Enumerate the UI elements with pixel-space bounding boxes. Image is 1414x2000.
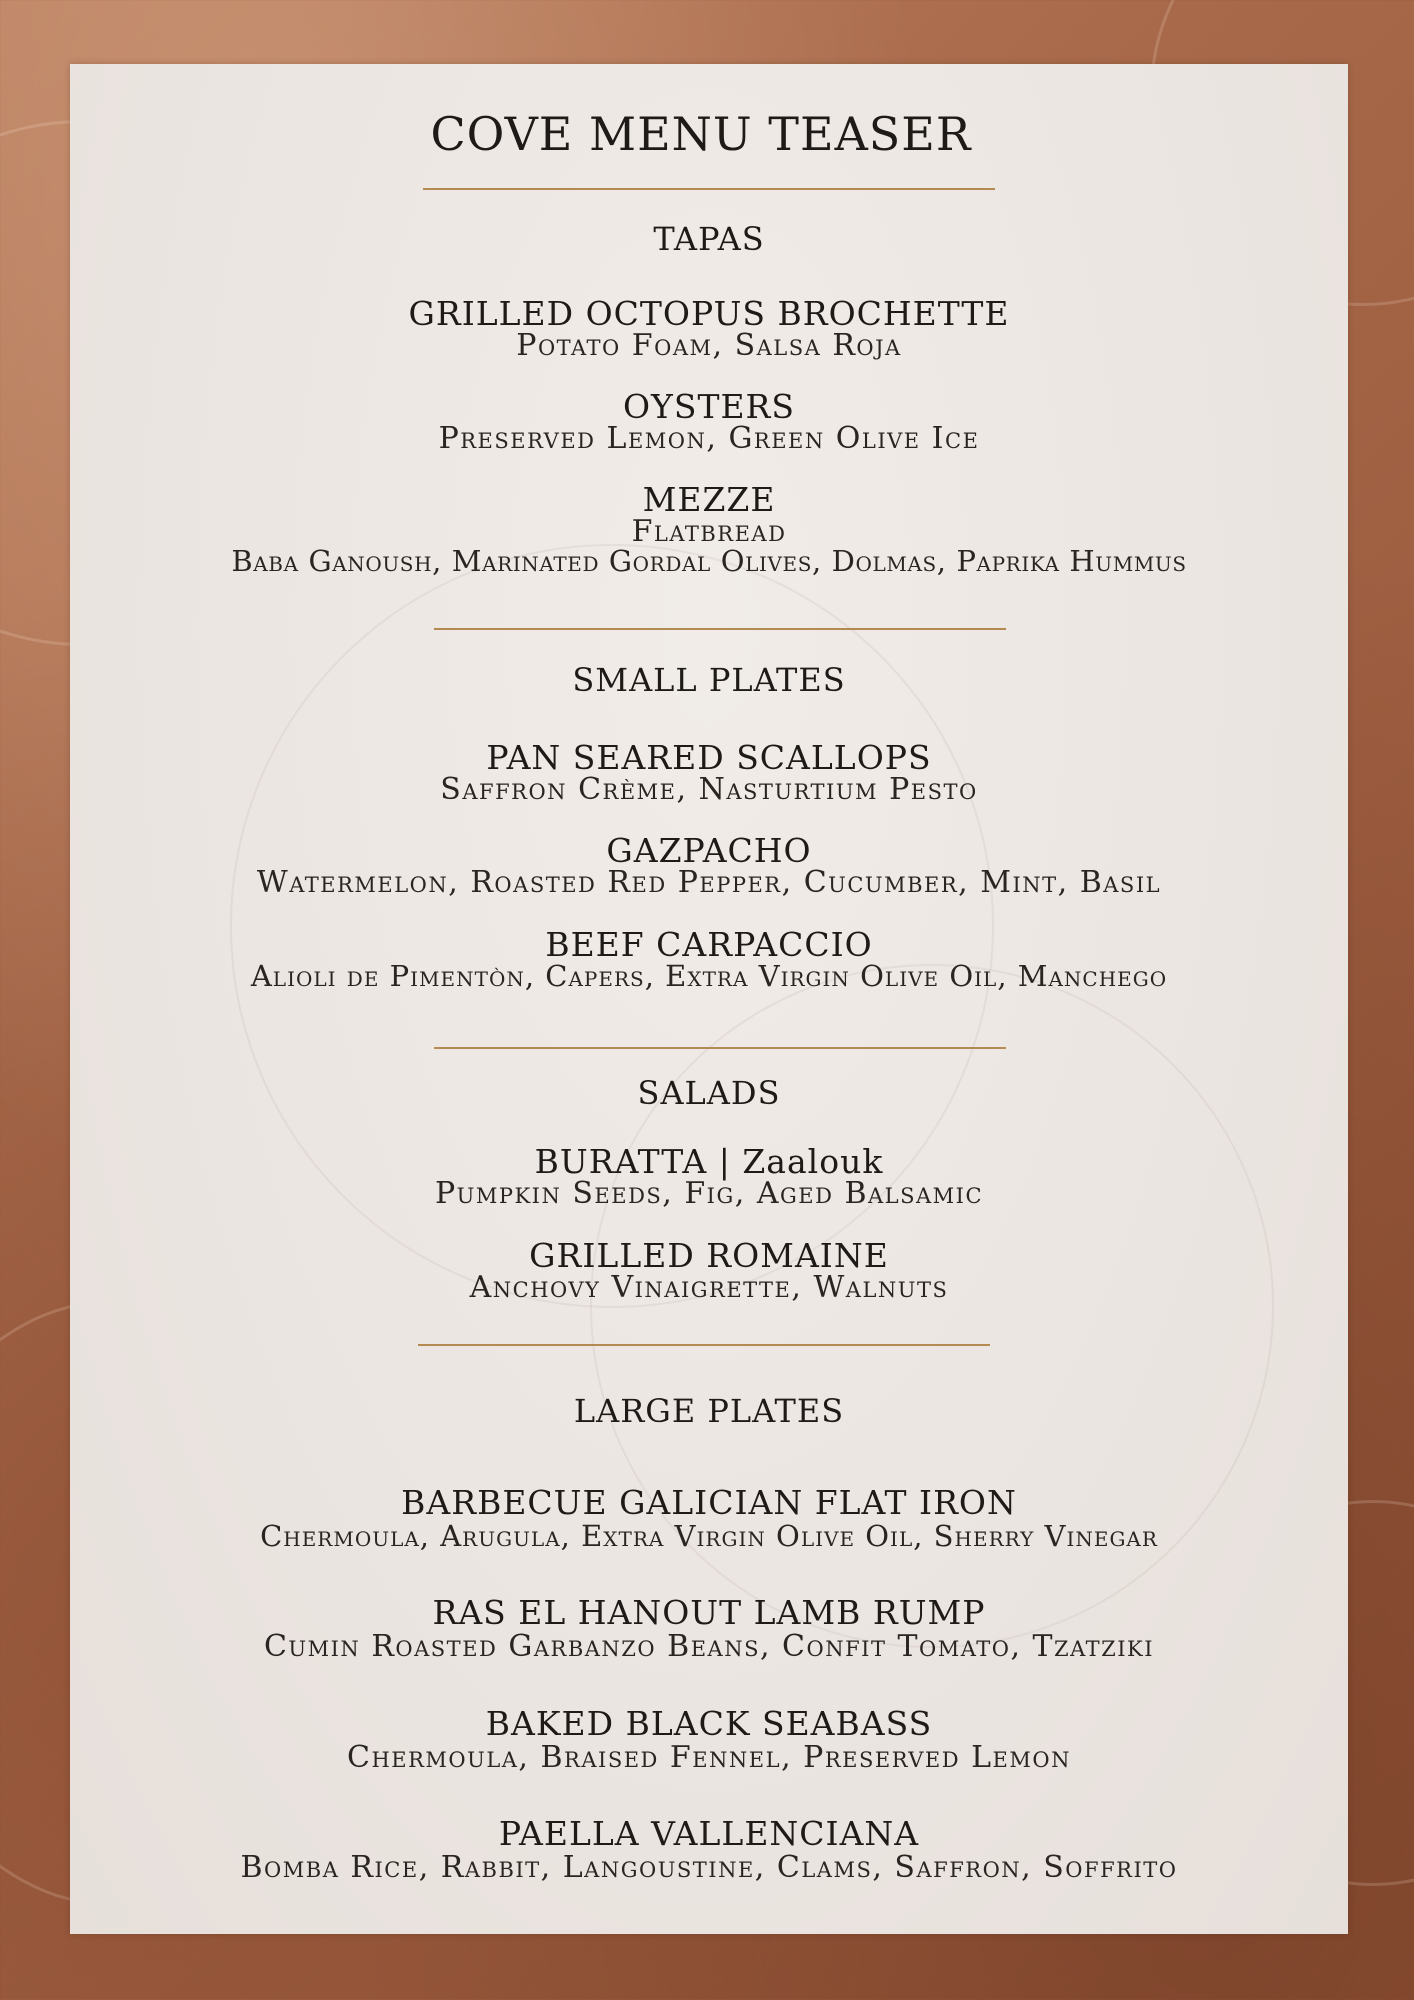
menu-item-name: PAELLA VALLENCIANA [498,1814,920,1853]
menu-item-name: GAZPACHO [606,831,812,870]
menu-item-description: Alioli de Pimentòn, Capers, Extra Virgin Olive Oil, Manchego [250,959,1168,993]
menu-item-description: Watermelon, Roasted Red Pepper, Cucumber, Mint, Basil [256,865,1162,900]
divider-line [434,1047,1006,1049]
menu-item-description: Flatbread [631,514,787,549]
menu-item-name: RAS EL HANOUT LAMB RUMP [432,1593,986,1632]
menu-item-description: Saffron Crème, Nasturtium Pesto [440,772,978,807]
menu-item-name: BEEF CARPACCIO [545,925,873,964]
menu-card [70,64,1348,1934]
menu-item-description: Pumpkin Seeds, Fig, Aged Balsamic [434,1176,984,1211]
menu-item-name: PAN SEARED SCALLOPS [486,738,932,777]
divider-line [423,188,995,190]
menu-item-name: BURATTA | Zaalouk [534,1142,884,1181]
divider-line [434,628,1006,630]
menu-item-description: Baba Ganoush, Marinated Gordal Olives, Dolmas, Paprika Hummus [231,544,1187,578]
menu-item-description: Chermoula, Braised Fennel, Preserved Lemon [347,1740,1071,1775]
menu-item-description: Cumin Roasted Garbanzo Beans, Confit Tomato, Tzatziki [263,1629,1155,1664]
menu-item-description: Chermoula, Arugula, Extra Virgin Olive Oil, Sherry Vinegar [260,1519,1158,1553]
menu-item-name: GRILLED ROMAINE [529,1236,889,1275]
menu-item-description: Potato Foam, Salsa Roja [516,328,902,363]
menu-item-name: OYSTERS [623,387,795,426]
divider-line [418,1344,990,1346]
menu-item-name: GRILLED OCTOPUS BROCHETTE [408,294,1010,333]
menu-item-name: BARBECUE GALICIAN FLAT IRON [401,1483,1017,1522]
section-title-tapas: TAPAS [653,220,765,258]
section-title-salads: SALADS [637,1074,781,1112]
menu-item-description: Preserved Lemon, Green Olive Ice [438,421,980,456]
menu-item-description: Bomba Rice, Rabbit, Langoustine, Clams, Saffron, Soffrito [240,1850,1178,1885]
section-title-large-plates: LARGE PLATES [573,1392,845,1430]
section-title-small-plates: SMALL PLATES [572,661,846,699]
menu-item-name: BAKED BLACK SEABASS [485,1704,933,1743]
menu-item-name: MEZZE [642,480,776,519]
menu-item-description: Anchovy Vinaigrette, Walnuts [469,1270,949,1305]
menu-title: COVE MENU TEASER [430,107,972,161]
